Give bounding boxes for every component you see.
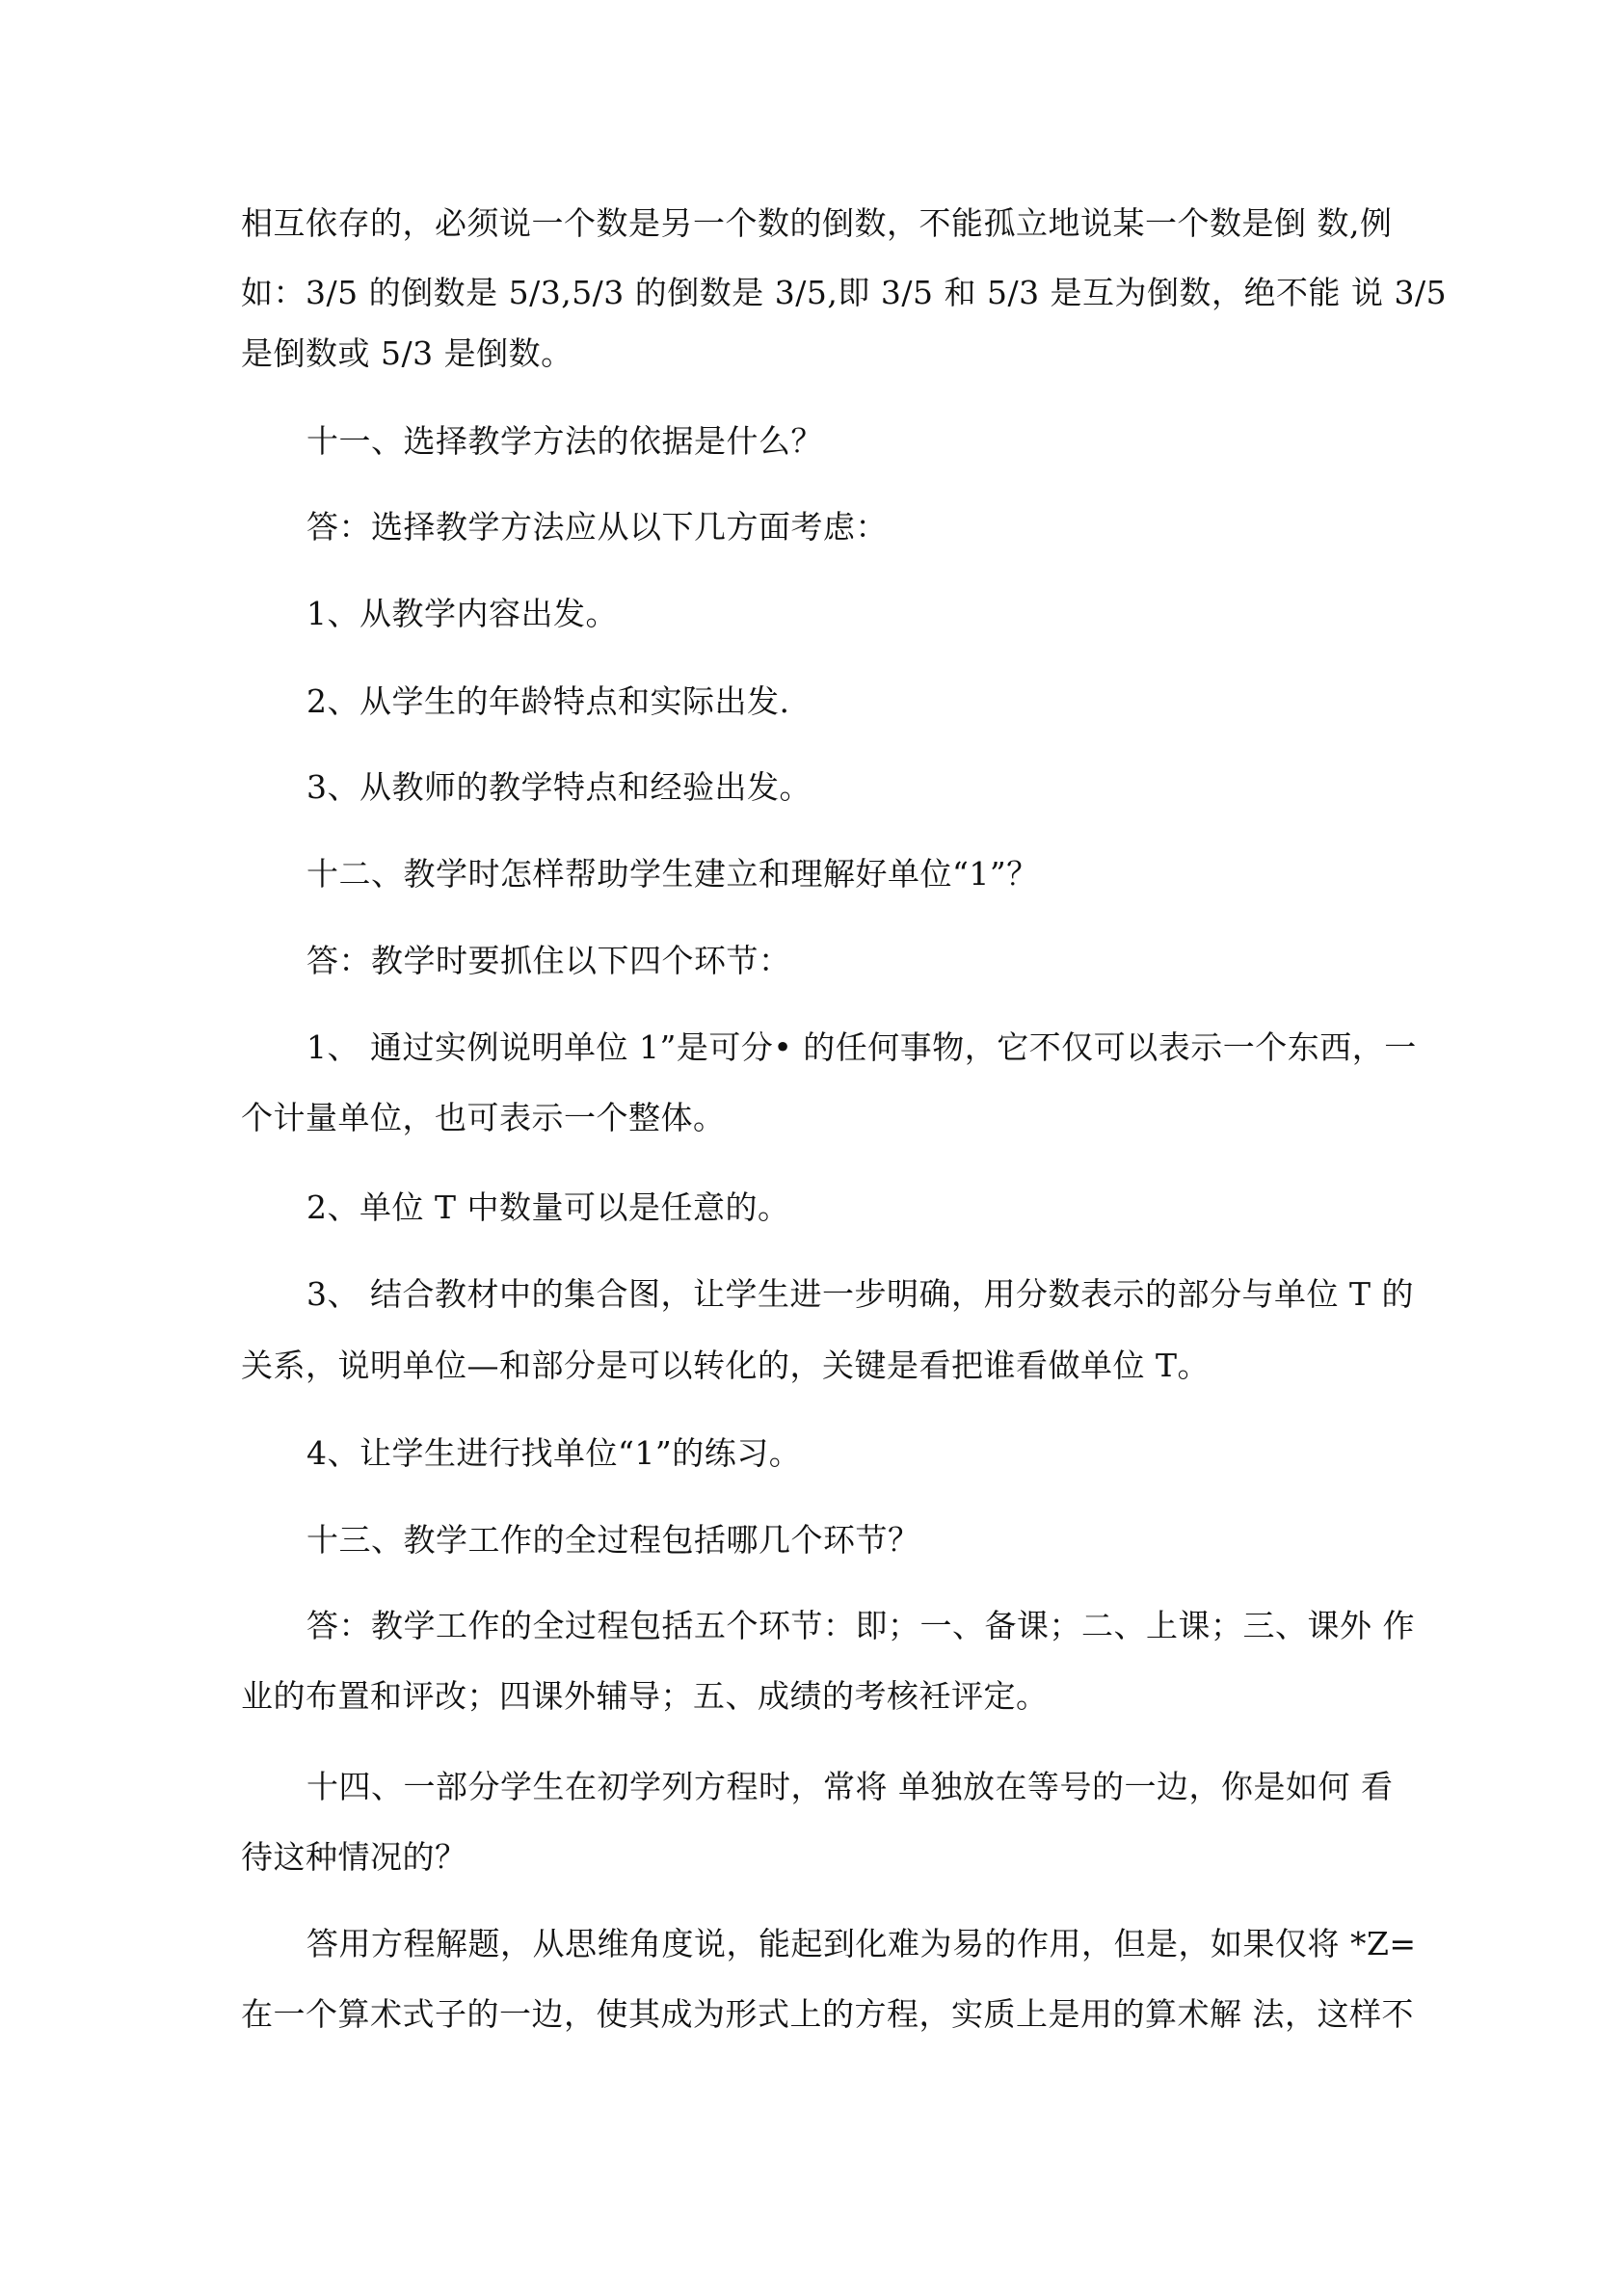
text-line: 在一个算术式子的一边，使其成为形式上的方程，实质上是用的算术解 法，这样不 — [241, 1995, 1414, 2033]
text-line: 业的布置和评改；四课外辅导；五、成绩的考核衽评定。 — [241, 1677, 1049, 1715]
section-heading: 十四、一部分学生在初学列方程时，常将 单独放在等号的一边，你是如何 看 — [306, 1768, 1394, 1805]
section-heading: 十三、教学工作的全过程包括哪几个环节？ — [306, 1521, 920, 1559]
text-line: 如：3/5 的倒数是 5/3,5/3 的倒数是 3/5,即 3/5 和 5/3 是互为倒数，绝不能 说 3/5 — [241, 274, 1448, 311]
answer-line: 答用方程解题，从思维角度说，能起到化难为易的作用，但是，如果仅将 *Z= — [306, 1925, 1417, 1962]
section-heading: 十一、选择教学方法的依据是什么？ — [306, 422, 823, 460]
answer-line: 答：选择教学方法应从以下几方面考虑： — [306, 508, 888, 546]
answer-line: 答：教学时要抓住以下四个环节： — [306, 942, 791, 979]
list-item: 3、从教师的教学特点和经验出发。 — [306, 768, 812, 806]
list-item: 2、单位 T 中数量可以是任意的。 — [306, 1188, 790, 1226]
text-line: 相互依存的，必须说一个数是另一个数的倒数，不能孤立地说某一个数是倒 数,例 — [241, 204, 1393, 242]
list-item: 4、让学生进行找单位“1”的练习。 — [306, 1434, 802, 1472]
answer-line: 答：教学工作的全过程包括五个环节：即；一、备课；二、上课；三、课外 作 — [306, 1607, 1415, 1644]
text-line: 个计量单位，也可表示一个整体。 — [241, 1099, 726, 1136]
text-line: 关系，说明单位—和部分是可以转化的，关键是看把谁看做单位 T。 — [241, 1347, 1211, 1384]
text-line: 是倒数或 5/3 是倒数。 — [241, 334, 573, 372]
list-item: 3、 结合教材中的集合图，让学生进一步明确，用分数表示的部分与单位 T 的 — [306, 1275, 1414, 1313]
list-item: 1、从教学内容出发。 — [306, 595, 618, 632]
text-line: 待这种情况的？ — [241, 1838, 467, 1876]
section-heading: 十二、教学时怎样帮助学生建立和理解好单位“1”？ — [306, 855, 1039, 893]
list-item: 2、从学生的年龄特点和实际出发. — [306, 682, 790, 720]
list-item: 1、 通过实例说明单位 1”是可分• 的任何事物，它不仅可以表示一个东西，一 — [306, 1028, 1417, 1066]
